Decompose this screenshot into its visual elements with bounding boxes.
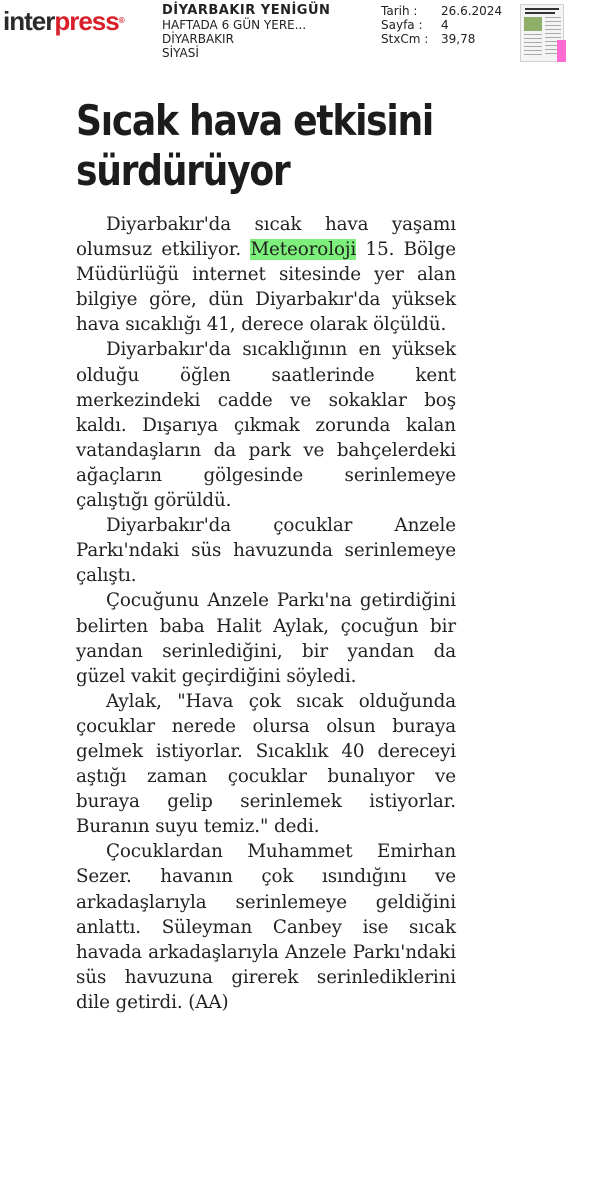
publication-frequency: HAFTADA 6 GÜN YERE... — [162, 18, 307, 32]
article-body — [76, 212, 456, 1015]
article-paragraph: Diyarbakır'da çocuklar Anzele Parkı'ndaki süs havuzunda serinlemeye çalıştı. — [76, 515, 456, 587]
meta-stxcm: 39,78 — [441, 32, 476, 46]
thumbnail-photo — [524, 17, 542, 31]
clipping-meta — [381, 4, 511, 46]
publication-city: DİYARBAKIR — [162, 32, 234, 46]
meta-date: 26.6.2024 — [441, 4, 503, 18]
clipping-header — [0, 0, 590, 70]
meta-page: 4 — [441, 18, 449, 32]
meta-date-row: Tarih : 26.6.2024 — [381, 4, 511, 18]
article-paragraph: Çocuklardan Muhammet Emirhan Sezer. havanın çok ısındığını ve arkadaşlarıyla serinlemeye geldiğini anlattı. Süleyman Canbey ise sıcak havada arkadaşlarıyla Anzele Parkı'ndaki süs havuzuna girerek serinlediklerini dile getirdi. (AA) — [76, 841, 456, 1013]
interpress-logo: interpress® — [3, 6, 125, 36]
publication-info — [162, 4, 372, 60]
highlighted-keyword: Meteoroloji — [250, 239, 357, 261]
article-paragraph: Diyarbakır'da sıcak hava yaşamı olumsuz etkiliyor. Meteoroloji 15. Bölge Müdürlüğü internet sitesinde yer alan bilgiye göre, dün Diyarbakır'da yüksek hava sıcaklığı 41, derece olarak ölçüldü. — [76, 214, 456, 336]
meta-stxcm-row: StxCm : 39,78 — [381, 32, 511, 46]
article-headline: Sıcak hava etkisini sürdürüyor — [76, 96, 433, 195]
article-paragraph: Aylak, "Hava çok sıcak olduğunda çocuklar nerede olursa olsun buraya gelmek istiyorlar. Sıcaklık 40 dereceyi aştığı zaman çocuklar bunalıyor ve buraya gelip serinlemek istiyorlar. Buranın suyu temiz." dedi. — [76, 690, 456, 838]
article-paragraph: Çocuğunu Anzele Parkı'na getirdiğini belirten baba Halit Aylak, çocuğun bir yandan serinlediğini, bir yandan da güzel vakit geçirdiğini söyledi. — [76, 590, 456, 687]
publication-section: SİYASİ — [162, 46, 199, 60]
meta-page-row: Sayfa : 4 — [381, 18, 511, 32]
article-paragraph: Diyarbakır'da sıcaklığının en yüksek olduğu öğlen saatlerinde kent merkezindeki cadde ve sokaklar boş kaldı. Dışarıya çıkmak zorunda kalan vatandaşların da park ve bahçelerdeki ağaçların gölgesinde serinlemeye çalıştığı görüldü. — [76, 339, 456, 512]
publication-name: DİYARBAKIR YENİGÜN — [162, 3, 331, 18]
page-marker-tab — [557, 40, 566, 62]
